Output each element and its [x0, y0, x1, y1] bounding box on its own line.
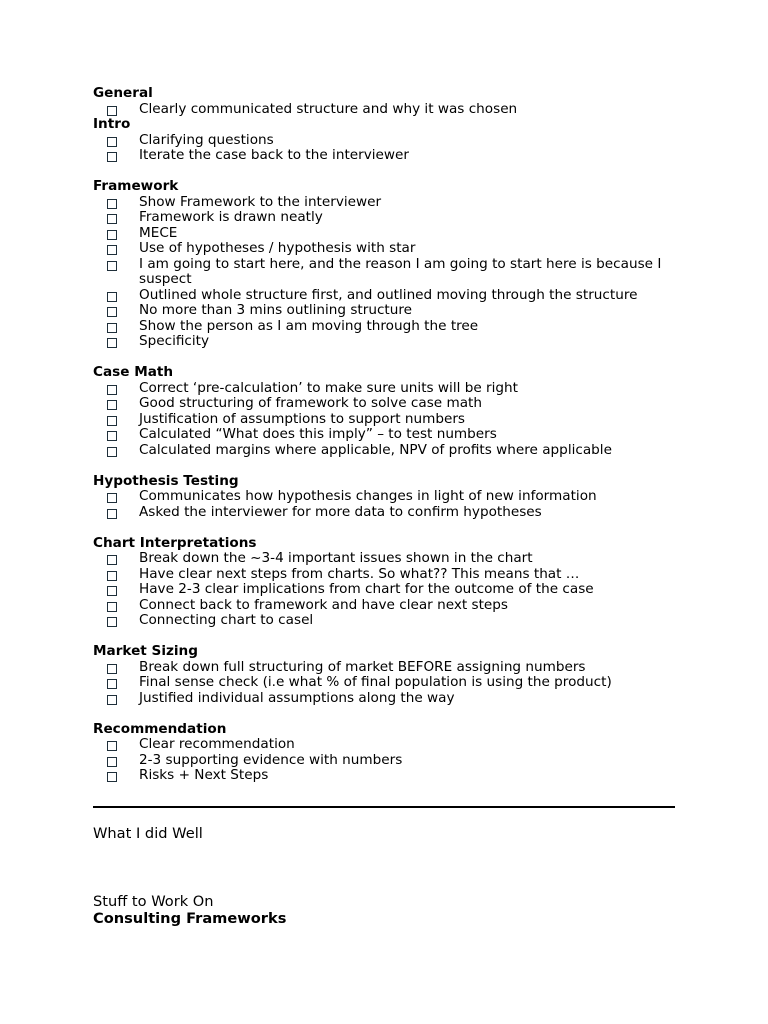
section-intro — [93, 117, 678, 164]
checkbox[interactable] — [107, 385, 117, 395]
checkbox[interactable] — [107, 416, 117, 426]
item-label: Asked the interviewer for more data to confirm hypotheses — [139, 503, 542, 520]
item-label: Justification of assumptions to support numbers — [139, 410, 466, 427]
checklist-item[interactable] — [93, 598, 678, 614]
checkbox[interactable] — [107, 214, 117, 224]
checkbox[interactable] — [107, 245, 117, 255]
section-heading: Recommendation — [93, 720, 227, 737]
checkbox[interactable] — [107, 323, 117, 333]
item-label: Use of hypotheses / hypothesis with star — [139, 240, 416, 256]
checkbox[interactable] — [107, 199, 117, 209]
checklist-item[interactable] — [93, 582, 678, 598]
checkbox[interactable] — [107, 664, 117, 674]
checkbox[interactable] — [107, 230, 117, 240]
item-label: Connect back to framework and have clear next steps — [139, 596, 508, 613]
checkbox[interactable] — [107, 757, 117, 767]
checkbox[interactable] — [107, 586, 117, 596]
checklist-item[interactable] — [93, 210, 678, 226]
checklist-item[interactable] — [93, 226, 678, 242]
checklist-item[interactable] — [93, 257, 678, 288]
item-label: I am going to start here, and the reason I am going to start here is because I suspect — [139, 255, 662, 287]
section-heading: Market Sizing — [93, 643, 198, 659]
item-label: Justified individual assumptions along the way — [139, 689, 455, 706]
item-label: Risks + Next Steps — [139, 767, 269, 783]
section-market-sizing — [93, 644, 678, 706]
section-chart-interpretations — [93, 536, 678, 629]
item-label: Good structuring of framework to solve case math — [139, 395, 482, 411]
checkbox[interactable] — [107, 679, 117, 689]
item-label: Calculated “What does this imply” – to test numbers — [139, 426, 497, 442]
item-label: Break down the ~3-4 important issues shown in the chart — [139, 550, 533, 566]
checklist-item[interactable] — [93, 195, 678, 211]
checklist-item[interactable] — [93, 381, 678, 397]
checkbox[interactable] — [107, 400, 117, 410]
checkbox[interactable] — [107, 571, 117, 581]
checklist-item[interactable] — [93, 660, 678, 676]
item-label: Clearly communicated structure and why it was chosen — [139, 100, 518, 117]
item-label: Final sense check (i.e what % of final population is using the product) — [139, 674, 612, 690]
horizontal-rule — [93, 806, 675, 808]
section-recommendation — [93, 722, 678, 784]
checkbox[interactable] — [107, 152, 117, 162]
section-heading: Framework — [93, 178, 179, 194]
checklist-item[interactable] — [93, 427, 678, 443]
checkbox[interactable] — [107, 447, 117, 457]
section-framework — [93, 179, 678, 350]
checkbox[interactable] — [107, 307, 117, 317]
checklist-item[interactable] — [93, 505, 678, 521]
checklist — [93, 86, 678, 784]
checklist-item[interactable] — [93, 396, 678, 412]
checklist-item[interactable] — [93, 303, 678, 319]
item-label: Outlined whole structure first, and outlined moving through the structure — [139, 286, 638, 303]
item-label: Connecting chart to casel — [139, 612, 314, 628]
checklist-item[interactable] — [93, 334, 678, 350]
checkbox[interactable] — [107, 338, 117, 348]
checklist-item[interactable] — [93, 288, 678, 304]
checklist-item[interactable] — [93, 737, 678, 753]
item-label: Break down full structuring of market BEFORE assigning numbers — [139, 658, 586, 675]
item-label: Have clear next steps from charts. So what?? This means that … — [139, 565, 580, 582]
section-heading: Intro — [93, 116, 131, 132]
checklist-item[interactable] — [93, 675, 678, 691]
checklist-item[interactable] — [93, 489, 678, 505]
section-heading: Chart Interpretations — [93, 534, 257, 551]
item-label: Calculated margins where applicable, NPV of profits where applicable — [139, 441, 612, 458]
checkbox[interactable] — [107, 493, 117, 503]
frameworks-heading: Consulting Frameworks — [93, 910, 287, 927]
checkbox[interactable] — [107, 106, 117, 116]
checkbox[interactable] — [107, 617, 117, 627]
item-label: MECE — [139, 224, 178, 241]
checklist-item[interactable] — [93, 768, 678, 784]
item-label: Iterate the case back to the interviewer — [139, 147, 409, 163]
section-case-math — [93, 365, 678, 458]
checklist-item[interactable] — [93, 443, 678, 459]
checklist-item[interactable] — [93, 241, 678, 257]
checklist-item[interactable] — [93, 319, 678, 335]
checklist-item[interactable] — [93, 691, 678, 707]
item-label: Specificity — [139, 333, 210, 349]
checklist-item[interactable] — [93, 102, 678, 118]
checkbox[interactable] — [107, 292, 117, 302]
checklist-item[interactable] — [93, 567, 678, 583]
did-well-heading: What I did Well — [93, 825, 203, 842]
checklist-item[interactable] — [93, 412, 678, 428]
item-label: Communicates how hypothesis changes in light of new information — [139, 488, 597, 504]
checklist-item[interactable] — [93, 753, 678, 769]
item-label: Correct ‘pre-calculation’ to make sure units will be right — [139, 379, 518, 396]
section-hypothesis-testing — [93, 474, 678, 521]
item-label: Show Framework to the interviewer — [139, 193, 382, 210]
checkbox[interactable] — [107, 602, 117, 612]
checkbox[interactable] — [107, 509, 117, 519]
checkbox[interactable] — [107, 137, 117, 147]
item-label: Clarifying questions — [139, 131, 274, 148]
work-on-heading: Stuff to Work On — [93, 893, 214, 910]
checklist-item[interactable] — [93, 133, 678, 149]
checkbox[interactable] — [107, 555, 117, 565]
section-general — [93, 86, 678, 117]
checkbox[interactable] — [107, 772, 117, 782]
checkbox[interactable] — [107, 431, 117, 441]
section-heading: General — [93, 85, 153, 101]
checkbox[interactable] — [107, 741, 117, 751]
checkbox[interactable] — [107, 695, 117, 705]
item-label: Clear recommendation — [139, 736, 295, 752]
section-heading: Case Math — [93, 364, 174, 380]
item-label: Show the person as I am moving through the tree — [139, 317, 479, 334]
item-label: Framework is drawn neatly — [139, 209, 323, 225]
checklist-item[interactable] — [93, 148, 678, 164]
item-label: No more than 3 mins outlining structure — [139, 302, 413, 318]
item-label: 2-3 supporting evidence with numbers — [139, 751, 403, 768]
section-heading: Hypothesis Testing — [93, 472, 239, 489]
checklist-item[interactable] — [93, 551, 678, 567]
checklist-item[interactable] — [93, 613, 678, 629]
item-label: Have 2-3 clear implications from chart for the outcome of the case — [139, 581, 594, 597]
checkbox[interactable] — [107, 261, 117, 271]
